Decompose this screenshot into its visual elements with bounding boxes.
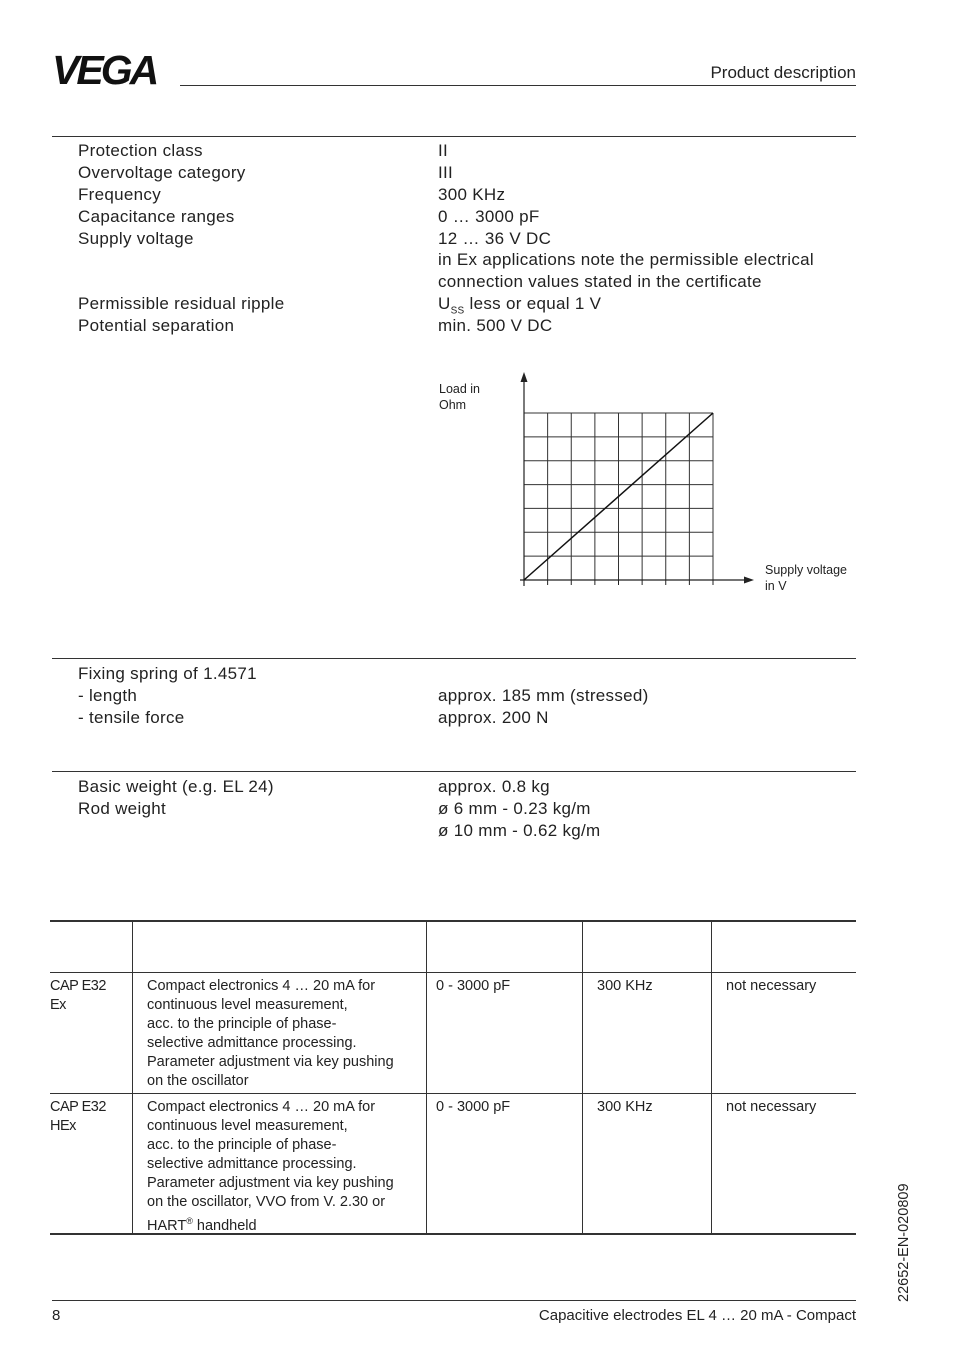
table-cell-type [50, 1098, 106, 1136]
spec-label: Basic weight (e.g. EL 24) [78, 777, 274, 796]
chart-axes [520, 372, 754, 586]
description-line: selective admittance processing. [147, 1035, 357, 1051]
spec-value: ø 6 mm - 0.23 kg/m [438, 799, 591, 818]
spec-label: Supply voltage [78, 229, 194, 248]
chart-x-label [765, 562, 847, 594]
table-column-rule [711, 921, 712, 1233]
logo-text: VEGA [52, 52, 157, 86]
spec-label: Rod weight [78, 799, 167, 818]
spec-label: - length [78, 686, 138, 705]
type-line: CAP E32 [50, 978, 106, 994]
table-cell-range: 0 - 3000 pF [436, 978, 511, 994]
description-line: acc. to the principle of phase- [147, 1016, 337, 1032]
spec-value: 12 … 36 V DC [438, 229, 552, 248]
table-column-rule [426, 921, 427, 1233]
x-label-line: in V [765, 579, 787, 593]
description-line: selective admittance processing. [147, 1156, 357, 1172]
page-section-title: Product description [710, 63, 856, 82]
x-label-line: Supply voltage [765, 563, 848, 577]
table-cell-type [50, 977, 106, 1015]
description-line: Compact electronics 4 … 20 mA for [147, 978, 376, 994]
type-line: CAP E32 [50, 1099, 106, 1115]
registered-mark: ® [186, 1216, 193, 1226]
description-line: Parameter adjustment via key pushing [147, 1175, 394, 1191]
spec-label: Frequency [78, 185, 162, 204]
description-line: on the oscillator [147, 1073, 249, 1089]
chart-y-label [439, 381, 480, 413]
table-cell-frequency: 300 KHz [597, 1099, 653, 1115]
table-cell-description [147, 1098, 394, 1236]
spec-value: ø 10 mm - 0.62 kg/m [438, 821, 601, 840]
y-label-line: Load in [439, 382, 481, 396]
hart-text: HART [147, 1217, 187, 1234]
description-line [147, 1212, 394, 1236]
table-cell-range: 0 - 3000 pF [436, 1099, 511, 1115]
spec-label: Capacitance ranges [78, 207, 235, 226]
table-top-rule [50, 920, 856, 922]
description-line: continuous level measurement, [147, 1118, 348, 1134]
document-title: Capacitive electrodes EL 4 … 20 mA - Compact [538, 1307, 856, 1324]
section-divider [52, 658, 856, 659]
footer-rule [52, 1300, 856, 1301]
spec-value: connection values stated in the certificate [438, 272, 762, 291]
description-line: on the oscillator, VVO from V. 2.30 or [147, 1194, 386, 1210]
table-header-rule [50, 972, 856, 973]
description-line: acc. to the principle of phase- [147, 1137, 337, 1153]
spec-label: Permissible residual ripple [78, 294, 285, 313]
load-chart [510, 370, 760, 595]
x-axis-arrow [744, 577, 754, 584]
table-cell-adjustment: not necessary [726, 1099, 817, 1115]
table-column-rule [582, 921, 583, 1233]
spec-value: approx. 0.8 kg [438, 777, 550, 796]
description-line: Compact electronics 4 … 20 mA for [147, 1099, 376, 1115]
spec-label: Overvoltage category [78, 163, 246, 182]
spec-value: 0 … 3000 pF [438, 207, 540, 226]
spec-value: in Ex applications note the permissible electrical [438, 250, 814, 269]
spec-label: Protection class [78, 141, 203, 160]
mechanical-heading: Fixing spring of 1.4571 [78, 664, 257, 683]
table-column-rule [132, 921, 133, 1233]
table-cell-adjustment: not necessary [726, 978, 817, 994]
type-line: HEx [50, 1118, 76, 1134]
handheld-text: handheld [192, 1217, 257, 1234]
type-line: Ex [50, 997, 66, 1013]
spec-value: II [438, 141, 449, 160]
spec-value: approx. 185 mm (stressed) [438, 686, 649, 705]
spec-value: III [438, 163, 454, 182]
description-line: continuous level measurement, [147, 997, 348, 1013]
spec-value: 300 KHz [438, 185, 506, 204]
page-number: 8 [52, 1307, 61, 1324]
ripple-text: less or equal 1 V [464, 294, 602, 313]
section-divider [52, 771, 856, 772]
y-label-line: Ohm [439, 398, 467, 412]
ripple-subscript: SS [450, 305, 465, 317]
ripple-symbol: U [438, 294, 451, 313]
y-axis-arrow [521, 372, 528, 382]
spec-value: min. 500 V DC [438, 316, 553, 335]
spec-value: approx. 200 N [438, 708, 549, 727]
document-number: 22652-EN-020809 [896, 1183, 912, 1302]
description-line: Parameter adjustment via key pushing [147, 1054, 394, 1070]
vega-logo [52, 52, 172, 91]
section-divider [52, 136, 856, 137]
table-row-rule [50, 1093, 856, 1094]
header-rule [180, 85, 856, 86]
spec-label: Potential separation [78, 316, 235, 335]
spec-label: - tensile force [78, 708, 185, 727]
table-cell-description [147, 977, 394, 1091]
table-cell-frequency: 300 KHz [597, 978, 653, 994]
